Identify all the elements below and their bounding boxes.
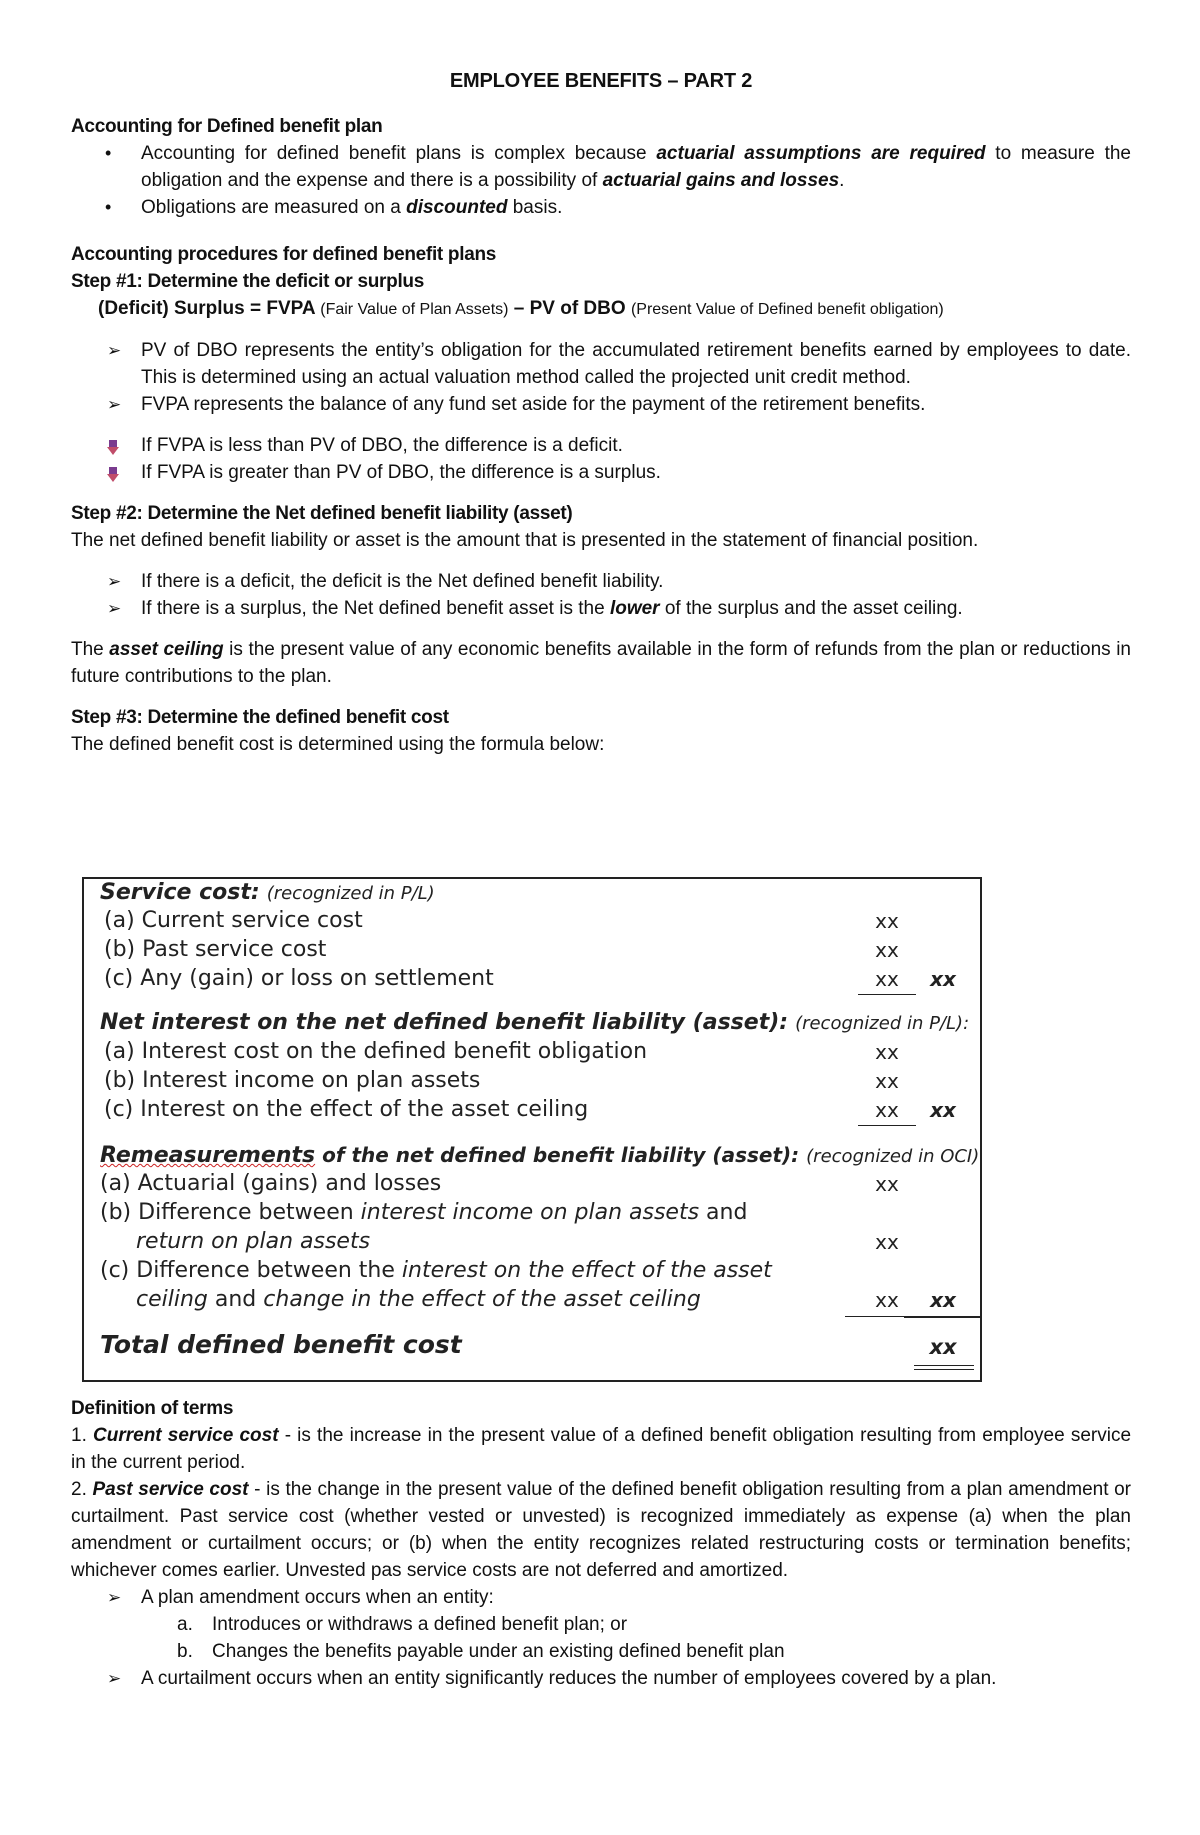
pushpin-icon	[107, 459, 137, 486]
interest-item: (c) Interest on the effect of the asset ceiling	[104, 1097, 589, 1122]
step3-text: The defined benefit cost is determined using the formula below:	[71, 734, 605, 755]
arrow-item: ➢ A curtailment occurs when an entity significantly reduces the number of employees covered by a plan.	[71, 1665, 1131, 1692]
arrow-right-icon: ➢	[107, 572, 122, 591]
subtotal-amount: xx	[930, 967, 956, 991]
total-label: Total defined benefit cost	[100, 1330, 462, 1359]
remeasurement-item: (c) Difference between the interest on the effect of the asset	[100, 1258, 772, 1283]
step3-heading: Step #3: Determine the defined benefit cost	[71, 707, 449, 728]
amount: xx	[875, 1172, 899, 1196]
defined-benefit-cost-table	[82, 877, 982, 1382]
step2-heading: Step #2: Determine the Net defined benefit liability (asset)	[71, 503, 573, 524]
remeasurement-item-cont: ceiling and change in the effect of the asset ceiling	[136, 1287, 701, 1312]
underline	[858, 1125, 916, 1126]
service-item: (b) Past service cost	[104, 937, 327, 962]
arrow-item: ➢ A plan amendment occurs when an entity:	[71, 1584, 1131, 1611]
pin-item: If FVPA is less than PV of DBO, the difference is a deficit.	[71, 432, 1131, 459]
net-interest-heading: Net interest on the net defined benefit liability (asset): (recognized in P/L):	[100, 1010, 970, 1035]
remeasurement-item: (b) Difference between interest income on plan assets and	[100, 1200, 748, 1225]
amount: xx	[875, 909, 899, 933]
step1-pin-list	[71, 432, 1131, 486]
step2-text: The net defined benefit liability or asset is the amount that is presented in the statement of financial position.	[71, 530, 979, 551]
amount: xx	[875, 1230, 899, 1254]
service-cost-heading: Service cost: (recognized in P/L)	[100, 880, 435, 905]
definitions-section	[71, 1395, 1131, 1692]
divider	[904, 1316, 980, 1318]
bullet-dot-icon: •	[105, 143, 112, 163]
list-item: a. Introduces or withdraws a defined benefit plan; or	[177, 1614, 628, 1635]
pushpin-icon	[107, 432, 137, 459]
section-heading-procedures: Accounting procedures for defined benefit plans	[71, 244, 497, 265]
arrow-right-icon: ➢	[107, 341, 122, 360]
total-amount: xx	[929, 1335, 957, 1359]
double-underline-bottom	[914, 1369, 974, 1370]
definitions-arrow-list	[71, 1584, 1131, 1611]
arrow-item: ➢ If there is a surplus, the Net defined benefit asset is the lower of the surplus and the asset ceiling.	[71, 595, 1131, 622]
amount: xx	[875, 1069, 899, 1093]
bullet-item: • Accounting for defined benefit plans is complex because actuarial assumptions are required to measure the obligation and the expense and there is a possibility of actuarial gains and losses.	[71, 140, 1131, 194]
document-page	[71, 68, 1131, 758]
amount: xx	[875, 1288, 899, 1312]
service-item: (a) Current service cost	[104, 908, 363, 933]
service-item: (c) Any (gain) or loss on settlement	[104, 966, 494, 991]
arrow-right-icon: ➢	[107, 599, 122, 618]
subtotal-amount: xx	[930, 1288, 956, 1312]
amount: xx	[875, 938, 899, 962]
pin-item: If FVPA is greater than PV of DBO, the difference is a surplus.	[71, 459, 1131, 486]
remeasurement-item-cont: return on plan assets	[136, 1229, 371, 1254]
interest-item: (a) Interest cost on the defined benefit obligation	[104, 1039, 648, 1064]
step1-arrow-list	[71, 337, 1131, 418]
amount: xx	[875, 967, 899, 991]
section-heading-defined-benefit: Accounting for Defined benefit plan	[71, 116, 383, 137]
list-item: b. Changes the benefits payable under an existing defined benefit plan	[177, 1641, 785, 1662]
step2-arrow-list	[71, 568, 1131, 622]
arrow-item: ➢ FVPA represents the balance of any fund set aside for the payment of the retirement benefits.	[71, 391, 1131, 418]
arrow-right-icon: ➢	[107, 1669, 122, 1688]
arrow-right-icon: ➢	[107, 395, 122, 414]
amount: xx	[875, 1098, 899, 1122]
underline	[858, 994, 916, 995]
amendment-list	[71, 1611, 1131, 1665]
intro-bullets	[71, 140, 1131, 221]
interest-item: (b) Interest income on plan assets	[104, 1068, 481, 1093]
underline	[845, 1316, 905, 1317]
arrow-item: ➢ PV of DBO represents the entity’s obligation for the accumulated retirement benefits earned by employees to date. This is determined using an actual valuation method called the projected unit credit method.	[71, 337, 1131, 391]
definitions-heading: Definition of terms	[71, 1398, 234, 1419]
curtailment-list	[71, 1665, 1131, 1692]
remeasurements-heading: Remeasurements of the net defined benefit liability (asset): (recognized in OCI)	[100, 1143, 980, 1168]
definition-current-service-cost: 1. Current service cost - is the increase in the present value of a defined benefit obligation resulting from employee service in the current period.	[71, 1425, 1132, 1473]
arrow-item: ➢ If there is a deficit, the deficit is the Net defined benefit liability.	[71, 568, 1131, 595]
remeasurement-item: (a) Actuarial (gains) and losses	[100, 1171, 442, 1196]
asset-ceiling-paragraph: The asset ceiling is the present value of any economic benefits available in the form of refunds from the plan or reductions in future contributions to the plan.	[71, 639, 1131, 687]
double-underline-top	[914, 1365, 974, 1366]
subtotal-amount: xx	[930, 1098, 956, 1122]
definition-past-service-cost: 2. Past service cost - is the change in the present value of the defined benefit obligation resulting from a plan amendment or curtailment. Past service cost (whether vested or unvested) is recognized immediately as expense (a) when the plan amendment or curtailment occurs; or (b) when the entity recognizes related restructuring costs or termination benefits; whichever comes earlier. Unvested pas service costs are not deferred and amortized.	[71, 1479, 1132, 1581]
arrow-right-icon: ➢	[107, 1588, 122, 1607]
step1-heading: Step #1: Determine the deficit or surplus	[71, 271, 425, 292]
page-title: EMPLOYEE BENEFITS – PART 2	[449, 70, 753, 92]
bullet-dot-icon: •	[105, 197, 112, 217]
surplus-formula: (Deficit) Surplus = FVPA (Fair Value of Plan Assets) – PV of DBO (Present Value of Defined benefit obligation)	[98, 298, 944, 319]
amount: xx	[875, 1040, 899, 1064]
bullet-item: • Obligations are measured on a discounted basis.	[71, 194, 1131, 221]
